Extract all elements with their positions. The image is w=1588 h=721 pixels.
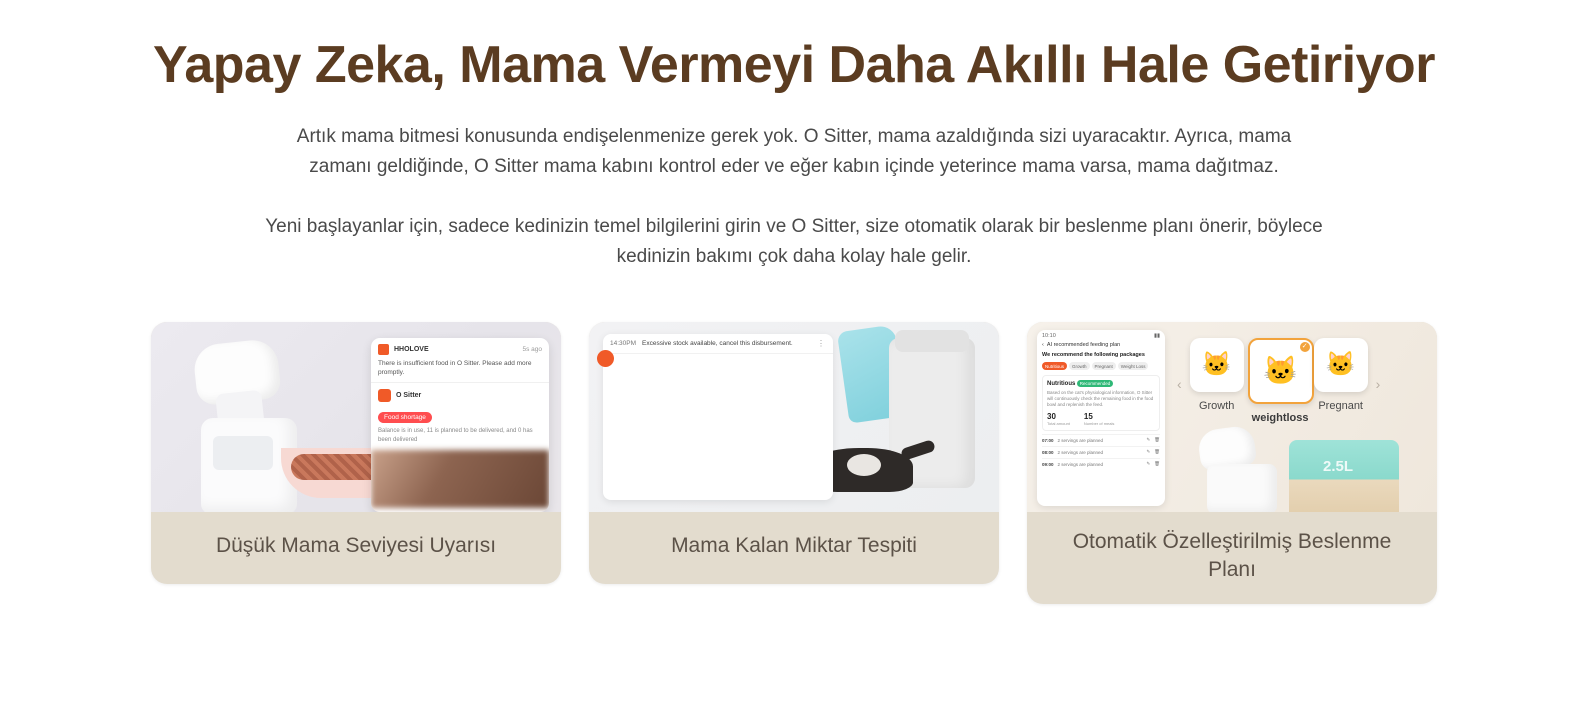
edit-icon[interactable]: ✎: [1146, 437, 1151, 442]
carousel-next-icon[interactable]: ›: [1375, 376, 1381, 392]
stat-total-label: Total amount: [1047, 421, 1070, 426]
plan-panel-title: Nutritious: [1047, 381, 1076, 387]
feature-card-food-level-detection[interactable]: [589, 322, 999, 584]
cat-fur-patch: [847, 454, 881, 476]
feature-card-low-food-alert[interactable]: [151, 322, 561, 584]
plan-label: weightloss: [1251, 412, 1309, 424]
schedule-row[interactable]: [1042, 446, 1160, 455]
carousel-prev-icon[interactable]: ‹: [1177, 376, 1182, 392]
alert-message: Excessive stock available, cancel this disbursement.: [642, 340, 793, 347]
plan-carousel: [1177, 338, 1413, 424]
check-icon: ✓: [1300, 342, 1310, 352]
capacity-label: 2.5L: [1323, 458, 1354, 475]
chip-growth[interactable]: Growth: [1069, 362, 1090, 370]
schedule-row[interactable]: [1042, 458, 1160, 467]
litter-box-illustration: [1289, 440, 1399, 512]
feeder-body-shape: [1207, 464, 1277, 512]
stat-total-value: 30: [1047, 412, 1056, 421]
alert-timestamp: 14:30PM: [610, 340, 637, 347]
status-badge: Food shortage: [378, 412, 432, 423]
phone-nav-bar: [1037, 340, 1165, 350]
nav-title: AI recommended feeding plan: [1046, 342, 1121, 348]
schedule-time: 09:00: [1042, 461, 1054, 467]
status-time: 10:10: [1042, 333, 1056, 339]
schedule-time: 07:00: [1042, 437, 1054, 443]
feeder-panel-shape: [213, 436, 273, 470]
status-icons: ▮▮: [1153, 333, 1160, 339]
plan-label: Pregnant: [1318, 400, 1363, 412]
feeding-plan-phone-screen: [1037, 330, 1165, 506]
notification-detail: Balance is in use, 11 is planned to be delivered, and 0 has been delivered: [378, 428, 533, 443]
alert-avatar-icon: [597, 350, 614, 367]
schedule-text: 2 servings are planned: [1057, 437, 1104, 443]
edit-icon[interactable]: ✎: [1146, 449, 1151, 454]
stock-alert-bar: [603, 334, 833, 354]
edit-icon[interactable]: ✎: [1146, 461, 1151, 466]
stock-alert-panel: [603, 334, 833, 500]
delete-icon[interactable]: 🗑: [1154, 449, 1160, 454]
feature-cards: [0, 322, 1588, 604]
stat-total-amount: [1047, 412, 1070, 426]
intro-paragraph-1: Artık mama bitmesi konusunda endişelenmenize gerek yok. O Sitter, mama azaldığında sizi uyaracaktır. Ayrıca, mama zamanı geldiğinde, O Sitter mama kabını kontrol eder ve eğer kabın içinde yeterince mama varsa, mama dağıtmaz.: [296, 125, 1292, 177]
stat-meals-label: Number of meals: [1083, 421, 1115, 426]
feature-card-auto-feeding-plan[interactable]: [1027, 322, 1437, 604]
card-2-illustration: [589, 322, 999, 512]
plan-tile[interactable]: [1314, 338, 1368, 392]
notification-message: There is insufficient food in O Sitter. Please add more promptly.: [378, 360, 532, 376]
chip-weight-loss[interactable]: Weight Loss: [1118, 362, 1149, 370]
plan-panel-text: Based on the cat's physiological information, O Sitter will continuously check the remaining food in the food bowl and replenish the feed.: [1047, 390, 1154, 407]
plan-tile-selected[interactable]: [1248, 338, 1314, 404]
delete-icon[interactable]: 🗑: [1154, 461, 1160, 466]
stat-meal-count: [1084, 412, 1114, 426]
intro-text-block: [264, 122, 1324, 272]
cat-tail: [900, 439, 936, 461]
plan-option-pregnant[interactable]: [1314, 338, 1368, 412]
notification-brand: HHOLOVE: [394, 346, 429, 353]
plan-option-growth[interactable]: [1190, 338, 1244, 412]
overflow-menu-icon[interactable]: ⋮: [817, 339, 826, 348]
cat-avatar-icon: 🐱: [1325, 351, 1356, 378]
plan-detail-panel: [1042, 375, 1160, 431]
plan-recommended-badge: Recommended: [1077, 380, 1114, 387]
notification-toast: [371, 338, 549, 383]
chip-pregnant[interactable]: Pregnant: [1092, 362, 1116, 370]
card-2-caption: Mama Kalan Miktar Tespiti: [671, 534, 917, 557]
schedule-time: 08:00: [1042, 449, 1054, 455]
card-3-caption: Otomatik Özelleştirilmiş Beslenme Planı: [1072, 530, 1392, 581]
plan-stats: [1047, 412, 1155, 426]
plan-label: Growth: [1198, 400, 1235, 412]
plan-option-weightloss[interactable]: [1251, 338, 1309, 424]
schedule-text: 2 servings are planned: [1057, 461, 1104, 467]
back-arrow-icon[interactable]: ‹: [1042, 342, 1044, 348]
app-logo-icon: [378, 344, 389, 355]
phone-status-bar: [1037, 330, 1165, 340]
notification-panel: [371, 338, 549, 512]
plan-chip-row: [1037, 360, 1165, 372]
app-row: [371, 383, 549, 406]
delete-icon[interactable]: 🗑: [1154, 437, 1160, 442]
plan-subtitle: We recommend the following packages: [1042, 352, 1145, 358]
card-3-illustration: [1027, 322, 1437, 512]
card-1-illustration: [151, 322, 561, 512]
card-1-caption: Düşük Mama Seviyesi Uyarısı: [215, 534, 497, 557]
stat-meals-value: 15: [1083, 412, 1093, 421]
app-name-label: O Sitter: [396, 392, 422, 399]
feeder-machine-lid: [895, 330, 969, 352]
cat-avatar-icon: 🐱: [1263, 355, 1299, 386]
notification-header: [378, 344, 542, 355]
feeder-device-illustration: [1195, 428, 1291, 512]
chip-nutritious[interactable]: Nutritious: [1042, 362, 1067, 370]
app-icon: [378, 389, 391, 402]
schedule-row[interactable]: [1042, 434, 1160, 443]
plan-tile[interactable]: [1190, 338, 1244, 392]
page-title: Yapay Zeka, Mama Vermeyi Daha Akıllı Hale Getiriyor: [153, 36, 1435, 94]
blurred-photo-thumbnail: [371, 450, 549, 508]
intro-paragraph-2: Yeni başlayanlar için, sadece kedinizin temel bilgilerini girin ve O Sitter, size otomatik olarak bir beslenme planı önerir, böylece kedinizin bakımı çok daha kolay hale gelir.: [265, 215, 1323, 267]
schedule-text: 2 servings are planned: [1057, 449, 1104, 455]
cat-avatar-icon: 🐱: [1201, 351, 1232, 378]
notification-timestamp: 5s ago: [522, 346, 542, 353]
